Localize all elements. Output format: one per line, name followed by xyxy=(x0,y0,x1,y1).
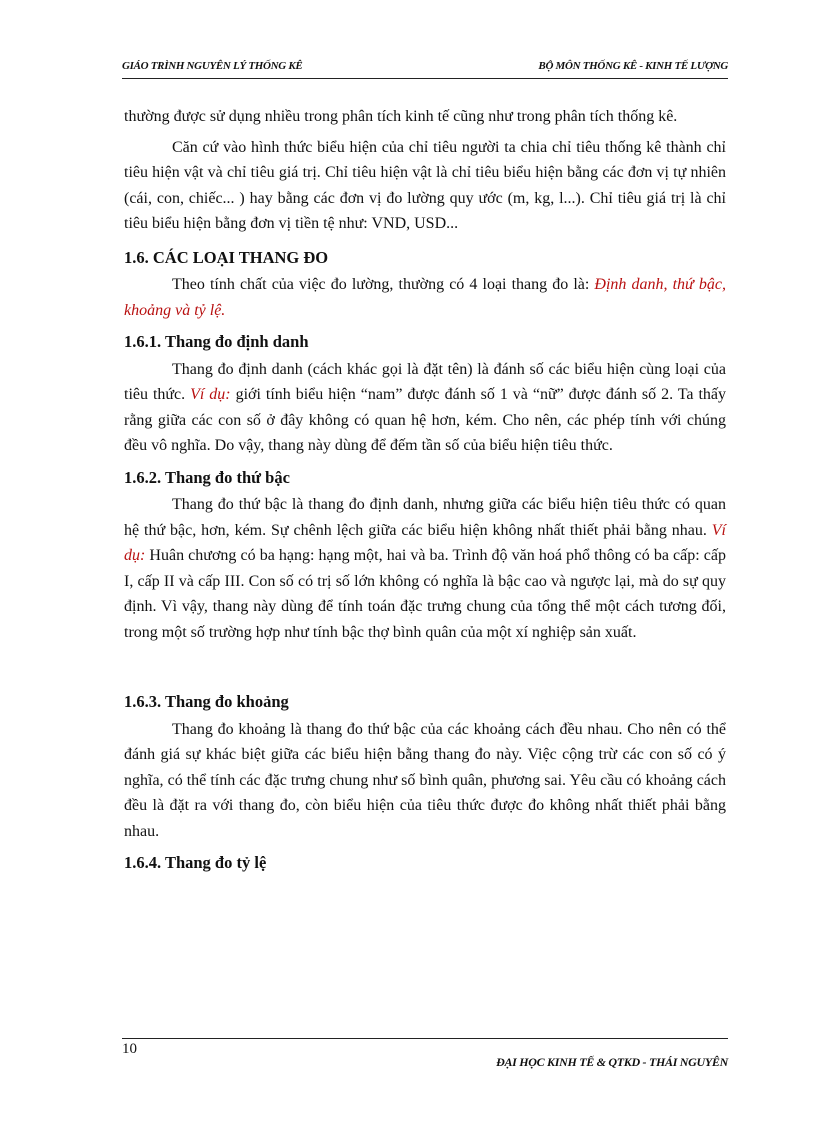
nominal-text-b: giới tính biểu hiện “nam” được đánh số 1 và “nữ” được đánh số 2. Ta thấy rằng giữa các con số ở đây không có quan hệ hơn, kém. Cho nên, các phép tính với chúng đều vô nghĩa. Do vậy, thang này dùng để đếm tần số của biểu hiện tiêu thức. xyxy=(124,386,727,454)
paragraph-scale-intro xyxy=(124,272,726,323)
scale-intro-text: Theo tính chất của việc đo lường, thường có 4 loại thang đo là: xyxy=(172,276,595,293)
paragraph-continuation: thường được sử dụng nhiều trong phân tích kinh tế cũng như trong phân tích thống kê. xyxy=(124,108,678,125)
section-heading-1-6-2: 1.6.2. Thang đo thứ bậc xyxy=(124,467,290,487)
page-footer xyxy=(122,1038,728,1079)
scale-types-list: Định danh, thứ bậc, khoảng và tỷ lệ. xyxy=(124,276,726,319)
section-heading-1-6-4: 1.6.4. Thang đo tỷ lệ xyxy=(124,853,267,872)
ordinal-example-label: Ví dụ: xyxy=(124,521,726,564)
page-number: 10 xyxy=(122,1041,137,1057)
section-heading-1-6-1: 1.6.1. Thang đo định danh xyxy=(124,332,309,351)
paragraph-indicator-types: Căn cứ vào hình thức biểu hiện của chỉ tiêu người ta chia chỉ tiêu thống kê thành chỉ tiêu hiện vật và chỉ tiêu giá trị. Chỉ tiêu hiện vật là chỉ tiêu biểu hiện bằng các đơn vị tự nhiên (cái, con, chiếc... ) hay bằng các đơn vị đo lường quy ước (m, kg, l...). Chỉ tiêu giá trị là chỉ tiêu biểu hiện bằng đơn vị tiền tệ như: VND, USD... xyxy=(124,138,726,232)
ordinal-text-b: Huân chương có ba hạng: hạng một, hai và ba. Trình độ văn hoá phổ thông có ba cấp: cấp I, cấp II và cấp III. Con số có trị số lớn không có nghĩa là bậc cao và ngược lại, mà do sự quy định. Vì vậy, thang này dùng để tính toán đặc trưng chung của tổng thể một cách tương đối, trong một số trường hợp như tính bậc thợ bình quân của một xí nghiệp sản xuất. xyxy=(124,547,726,641)
header-department: BỘ MÔN THỐNG KÊ - KINH TẾ LƯỢNG xyxy=(538,60,728,72)
header-book-title: GIÁO TRÌNH NGUYÊN LÝ THỐNG KÊ xyxy=(122,60,303,72)
nominal-text-a: Thang đo định danh (cách khác gọi là đặt tên) là đánh số các biểu hiện cùng loại của tiêu thức. xyxy=(124,360,726,403)
paragraph-nominal-scale xyxy=(124,357,726,459)
footer-university: ĐẠI HỌC KINH TẾ & QTKD - THÁI NGUYÊN xyxy=(496,1055,728,1069)
ordinal-text-a: Thang đo thứ bậc là thang đo định danh, nhưng giữa các biểu hiện tiêu thức có quan hệ thứ bậc, hơn, kém. Sự chênh lệch giữa các biểu hiện không nhất thiết phải bằng nhau. xyxy=(124,496,726,539)
page-header xyxy=(122,58,728,79)
paragraph-interval-scale: Thang đo khoảng là thang đo thứ bậc của các khoảng cách đều nhau. Cho nên có thể đánh giá sự khác biệt giữa các biểu hiện bằng thang đo này. Việc cộng trừ các con số có ý nghĩa, có thể tính các đặc trưng chung như số bình quân, phương sai. Yêu cầu có khoảng cách đều là đặt ra với thang đo, còn biểu hiện của tiêu thức được đo không nhất thiết phải bằng nhau. xyxy=(124,720,726,840)
page-content xyxy=(124,104,726,878)
paragraph-ordinal-scale xyxy=(124,492,726,645)
section-heading-1-6: 1.6. CÁC LOẠI THANG ĐO xyxy=(124,247,329,267)
section-heading-1-6-3: 1.6.3. Thang đo khoảng xyxy=(124,692,289,711)
nominal-example-label: Ví dụ: xyxy=(190,386,231,403)
